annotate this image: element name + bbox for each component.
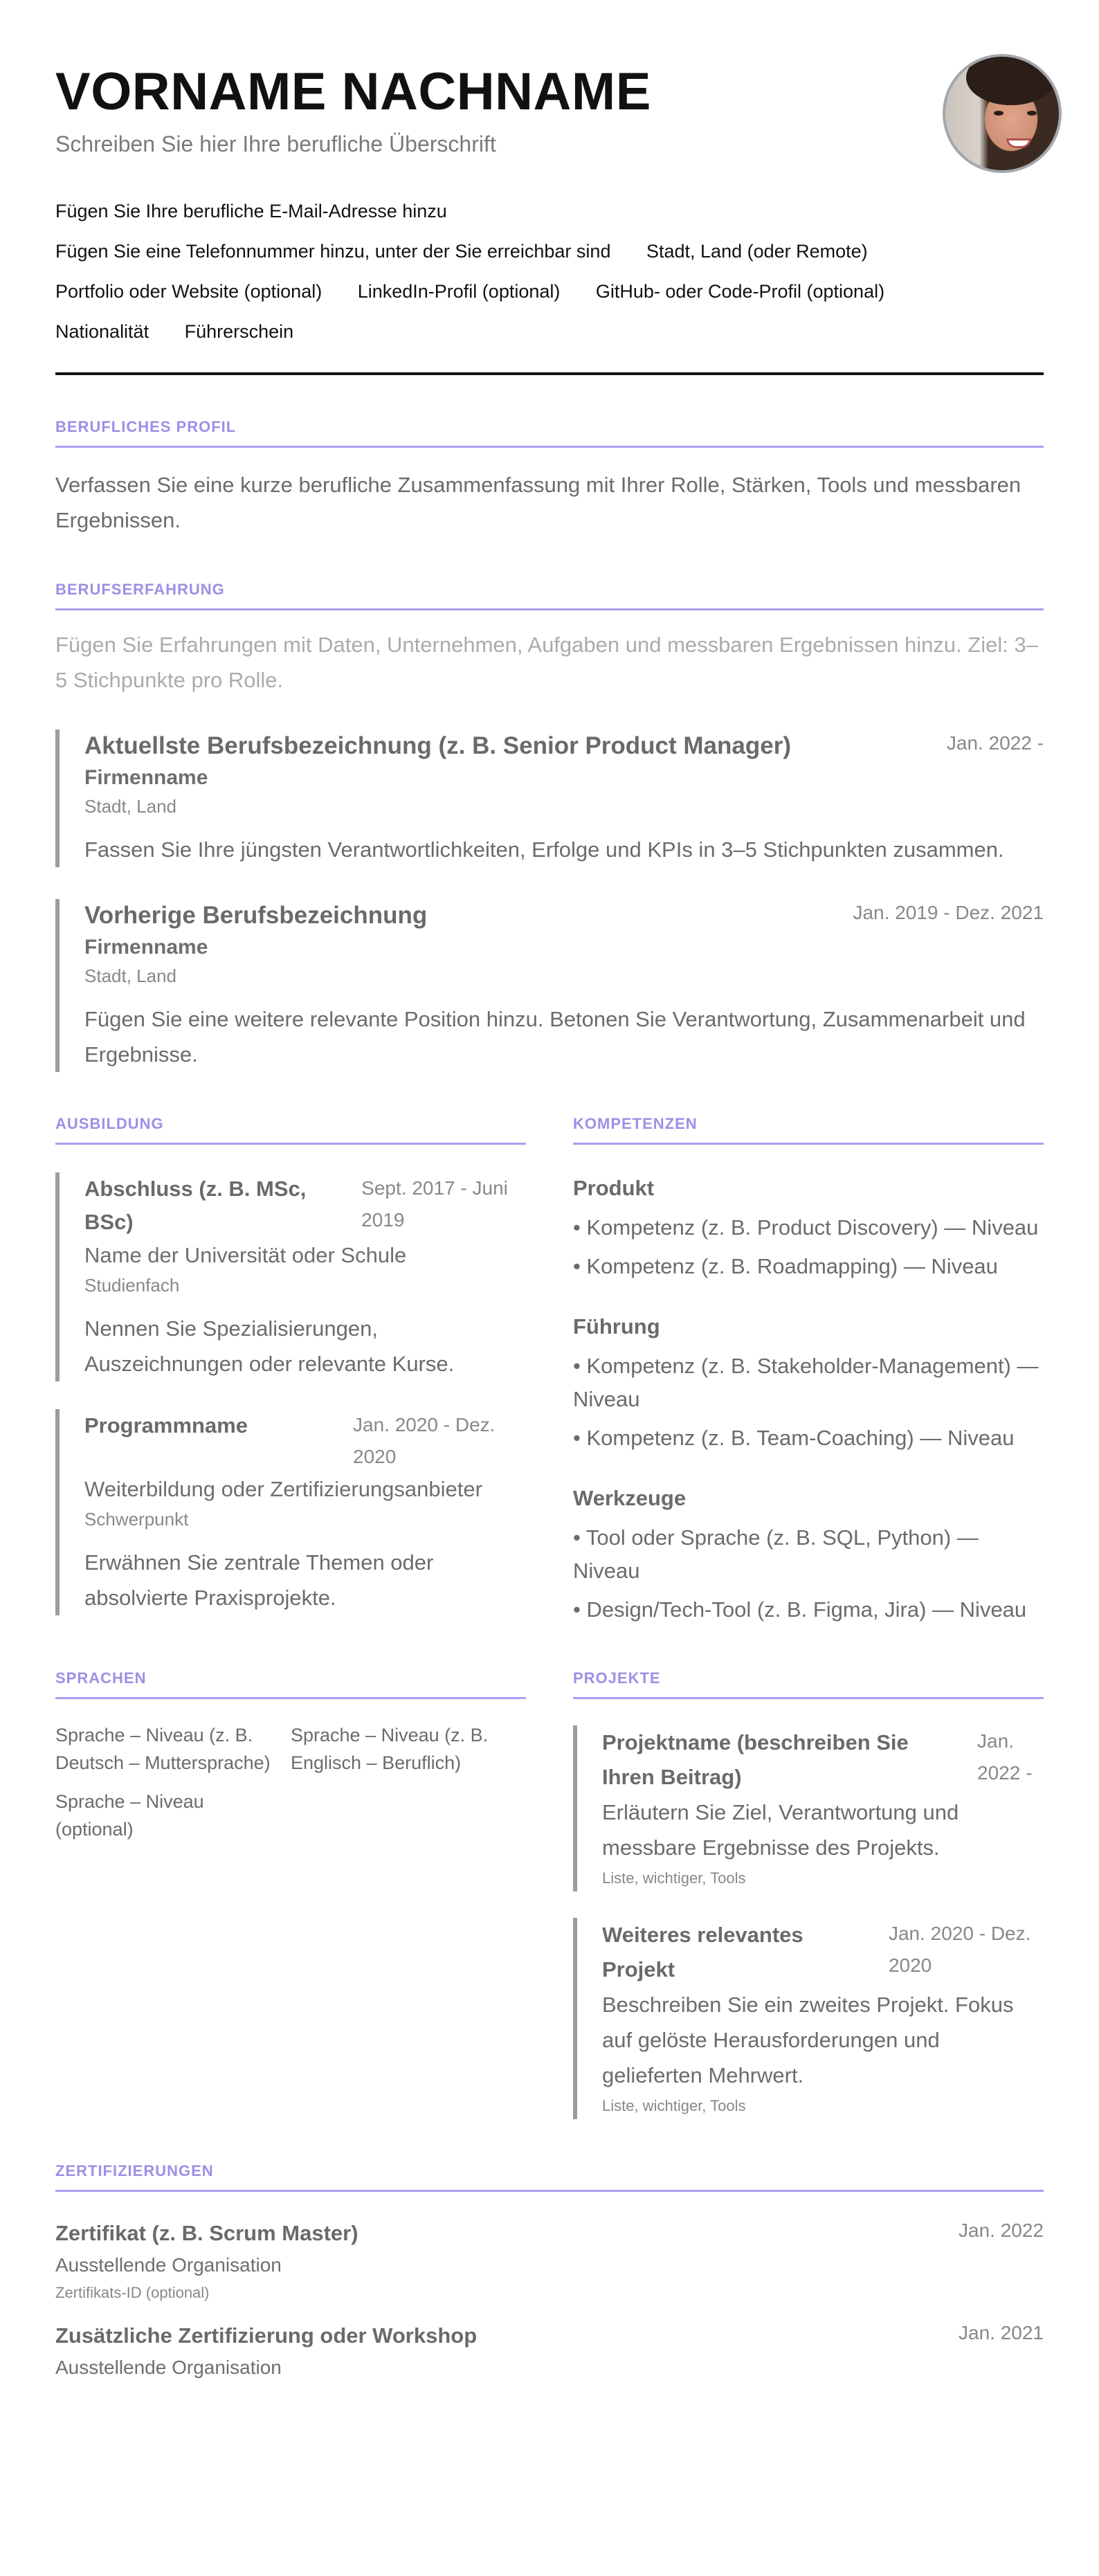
skill-group-title: Führung — [573, 1314, 660, 1339]
certificate-date: Jan. 2022 — [959, 2220, 1044, 2241]
experience-entry — [55, 899, 1044, 1072]
contact-line — [55, 191, 1044, 231]
certification-entry — [55, 2217, 1044, 2305]
skill-item: • Kompetenz (z. B. Product Discovery) — Niveau — [573, 1215, 1039, 1240]
education-skills-row — [55, 1072, 1044, 1626]
degree: Programmname — [84, 1413, 248, 1437]
projects-section — [573, 1626, 1044, 2119]
project-description: Beschreiben Sie ein zweites Projekt. Fokus auf gelöste Herausforderungen und gelieferten Mehrwert. — [602, 1993, 1014, 2087]
education-entry — [55, 1172, 526, 1381]
education-description: Erwähnen Sie zentrale Themen oder absolvierte Praxisprojekte. — [84, 1550, 434, 1610]
project-date: Jan. 2022 - — [977, 1730, 1033, 1784]
experience-intro: Fügen Sie Erfahrungen mit Daten, Unternehmen, Aufgaben und messbaren Ergebnissen hinzu. Ziel: 3–5 Stichpunkte pro Rolle. — [55, 633, 1038, 692]
degree: Abschluss (z. B. MSc, BSc) — [84, 1177, 307, 1234]
skills-section — [573, 1072, 1044, 1626]
job-title: Vorherige Berufsbezeichnung — [84, 902, 428, 929]
header-divider — [55, 372, 1044, 375]
project-tools: Liste, wichtiger, Tools — [602, 2097, 746, 2114]
project-entry — [573, 1725, 1044, 1892]
job-date: Jan. 2022 - — [946, 732, 1044, 754]
photo-eye — [994, 111, 1003, 116]
certificate-title: Zusätzliche Zertifizierung oder Workshop — [55, 2323, 478, 2348]
language-item: Sprache – Niveau (z. B. Deutsch – Muttersprache) — [55, 1725, 271, 1773]
section-heading: ZERTIFIZIERUNGEN — [55, 2162, 1044, 2192]
candidate-name: VORNAME NACHNAME — [55, 62, 651, 121]
resume-header — [55, 61, 1044, 375]
language-item: Sprache – Niveau (optional) — [55, 1791, 204, 1840]
section-heading: PROJEKTE — [573, 1669, 1044, 1699]
contact-info — [55, 191, 1044, 352]
project-description: Erläutern Sie Ziel, Verantwortung und messbare Ergebnisse des Projekts. — [602, 1800, 959, 1860]
education-entry — [55, 1409, 526, 1615]
job-location: Stadt, Land — [84, 796, 176, 817]
languages-projects-row — [55, 1626, 1044, 2119]
school: Name der Universität oder Schule — [84, 1243, 407, 1267]
drivers-license: Führerschein — [184, 321, 294, 342]
job-location: Stadt, Land — [84, 965, 176, 986]
contact-line — [55, 271, 1044, 311]
certificate-title: Zertifikat (z. B. Scrum Master) — [55, 2221, 358, 2245]
github-link[interactable]: GitHub- oder Code-Profil (optional) — [595, 281, 885, 302]
photo-mouth — [1006, 138, 1031, 148]
section-heading: SPRACHEN — [55, 1669, 526, 1699]
skill-item: • Kompetenz (z. B. Stakeholder-Management) — Niveau — [573, 1354, 1039, 1411]
linkedin-link[interactable]: LinkedIn-Profil (optional) — [357, 281, 561, 302]
languages-section — [55, 1626, 526, 2119]
contact-line — [55, 311, 1044, 352]
school: Weiterbildung oder Zertifizierungsanbieter — [84, 1477, 482, 1501]
profile-summary: Verfassen Sie eine kurze berufliche Zusammenfassung mit Ihrer Rolle, Stärken, Tools und messbaren Ergebnissen. — [55, 473, 1021, 532]
nationality: Nationalität — [55, 321, 149, 342]
certificate-date: Jan. 2021 — [959, 2322, 1044, 2343]
profile-section — [55, 418, 1044, 538]
field-of-study: Studienfach — [84, 1275, 180, 1296]
profile-photo — [943, 54, 1062, 173]
job-description: Fassen Sie Ihre jüngsten Verantwortlichkeiten, Erfolge und KPIs in 3–5 Stichpunkten zusammen. — [84, 837, 1004, 862]
education-description: Nennen Sie Spezialisierungen, Auszeichnungen oder relevante Kurse. — [84, 1316, 455, 1376]
contact-line — [55, 231, 1044, 271]
job-description: Fügen Sie eine weitere relevante Position hinzu. Betonen Sie Verantwortung, Zusammenarbeit und Ergebnisse. — [84, 1007, 1026, 1067]
certificate-id: Zertifikats-ID (optional) — [55, 2284, 210, 2301]
section-heading: BERUFLICHES PROFIL — [55, 418, 1044, 448]
photo-eye — [1027, 111, 1037, 116]
field-of-study: Schwerpunkt — [84, 1509, 189, 1530]
portfolio-link[interactable]: Portfolio oder Website (optional) — [55, 281, 323, 302]
email[interactable]: Fügen Sie Ihre berufliche E-Mail-Adresse hinzu — [55, 201, 447, 221]
language-item: Sprache – Niveau (z. B. Englisch – Beruflich) — [291, 1725, 489, 1773]
project-tools: Liste, wichtiger, Tools — [602, 1869, 746, 1887]
skill-item: • Kompetenz (z. B. Roadmapping) — Niveau — [573, 1254, 998, 1278]
certificate-issuer: Ausstellende Organisation — [55, 2254, 282, 2276]
skill-item: • Design/Tech-Tool (z. B. Figma, Jira) — Niveau — [573, 1597, 1027, 1622]
phone[interactable]: Fügen Sie eine Telefonnummer hinzu, unter der Sie erreichbar sind — [55, 241, 611, 262]
skill-item: • Tool oder Sprache (z. B. SQL, Python) — Niveau — [573, 1525, 979, 1583]
location: Stadt, Land (oder Remote) — [646, 241, 868, 262]
project-title: Projektname (beschreiben Sie Ihren Beitrag) — [602, 1730, 909, 1789]
section-heading: AUSBILDUNG — [55, 1115, 526, 1145]
company: Firmenname — [84, 936, 208, 959]
experience-entry — [55, 729, 1044, 867]
job-title: Aktuellste Berufsbezeichnung (z. B. Senior Product Manager) — [84, 732, 791, 759]
project-entry — [573, 1918, 1044, 2119]
project-title: Weiteres relevantes Projekt — [602, 1923, 803, 1981]
company: Firmenname — [84, 766, 208, 789]
project-date: Jan. 2020 - Dez. 2020 — [888, 1923, 1031, 1976]
certificate-issuer: Ausstellende Organisation — [55, 2357, 282, 2378]
experience-section — [55, 581, 1044, 1072]
professional-headline: Schreiben Sie hier Ihre berufliche Überschrift — [55, 131, 496, 156]
education-date: Sept. 2017 - Juni 2019 — [361, 1177, 508, 1231]
skill-group-title: Produkt — [573, 1176, 655, 1200]
skill-group-title: Werkzeuge — [573, 1486, 687, 1510]
certifications-section — [55, 2162, 1044, 2383]
photo-hair — [966, 54, 1056, 105]
education-section — [55, 1072, 526, 1626]
skill-item: • Kompetenz (z. B. Team-Coaching) — Niveau — [573, 1426, 1015, 1450]
section-heading: BERUFSERFAHRUNG — [55, 581, 1044, 610]
job-date: Jan. 2019 - Dez. 2021 — [853, 902, 1044, 923]
certification-entry — [55, 2319, 1044, 2383]
section-heading: KOMPETENZEN — [573, 1115, 1044, 1145]
education-date: Jan. 2020 - Dez. 2020 — [353, 1414, 496, 1467]
